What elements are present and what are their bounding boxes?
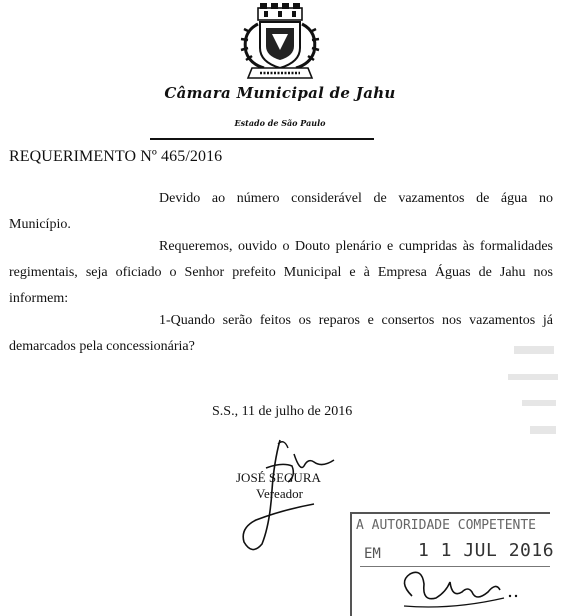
stamp-authority: A AUTORIDADE COMPETENTE	[356, 518, 537, 533]
document-title: REQUERIMENTO Nº 465/2016	[9, 148, 223, 165]
state-name: Estado de São Paulo	[234, 118, 326, 128]
chamber-name: Câmara Municipal de Jahu	[164, 84, 396, 102]
bleed-through-marks	[500, 340, 561, 450]
date-line: S.S., 11 de julho de 2016	[212, 404, 353, 419]
signer-name: JOSÉ SEGURA	[236, 470, 321, 485]
coat-of-arms-logo	[230, 2, 330, 84]
header-divider	[150, 138, 374, 140]
signer-role: Vereador	[256, 486, 303, 501]
paragraph-3: 1-Quando serão feitos os reparos e consertos nos vazamentos já demarcados pela concessionária?	[9, 313, 553, 354]
stamp-em-label: EM	[364, 546, 381, 562]
paragraph-2: Requeremos, ouvido o Douto plenário e cumpridas às formalidades regimentais, seja oficiado o Senhor prefeito Municipal e à Empresa Águas de Jahu nos informem:	[9, 239, 553, 306]
stamp-signature	[392, 562, 532, 616]
stamp-date: 1 1 JUL 2016	[418, 540, 555, 561]
paragraph-1: Devido ao número considerável de vazamentos de água no Município.	[9, 191, 553, 232]
